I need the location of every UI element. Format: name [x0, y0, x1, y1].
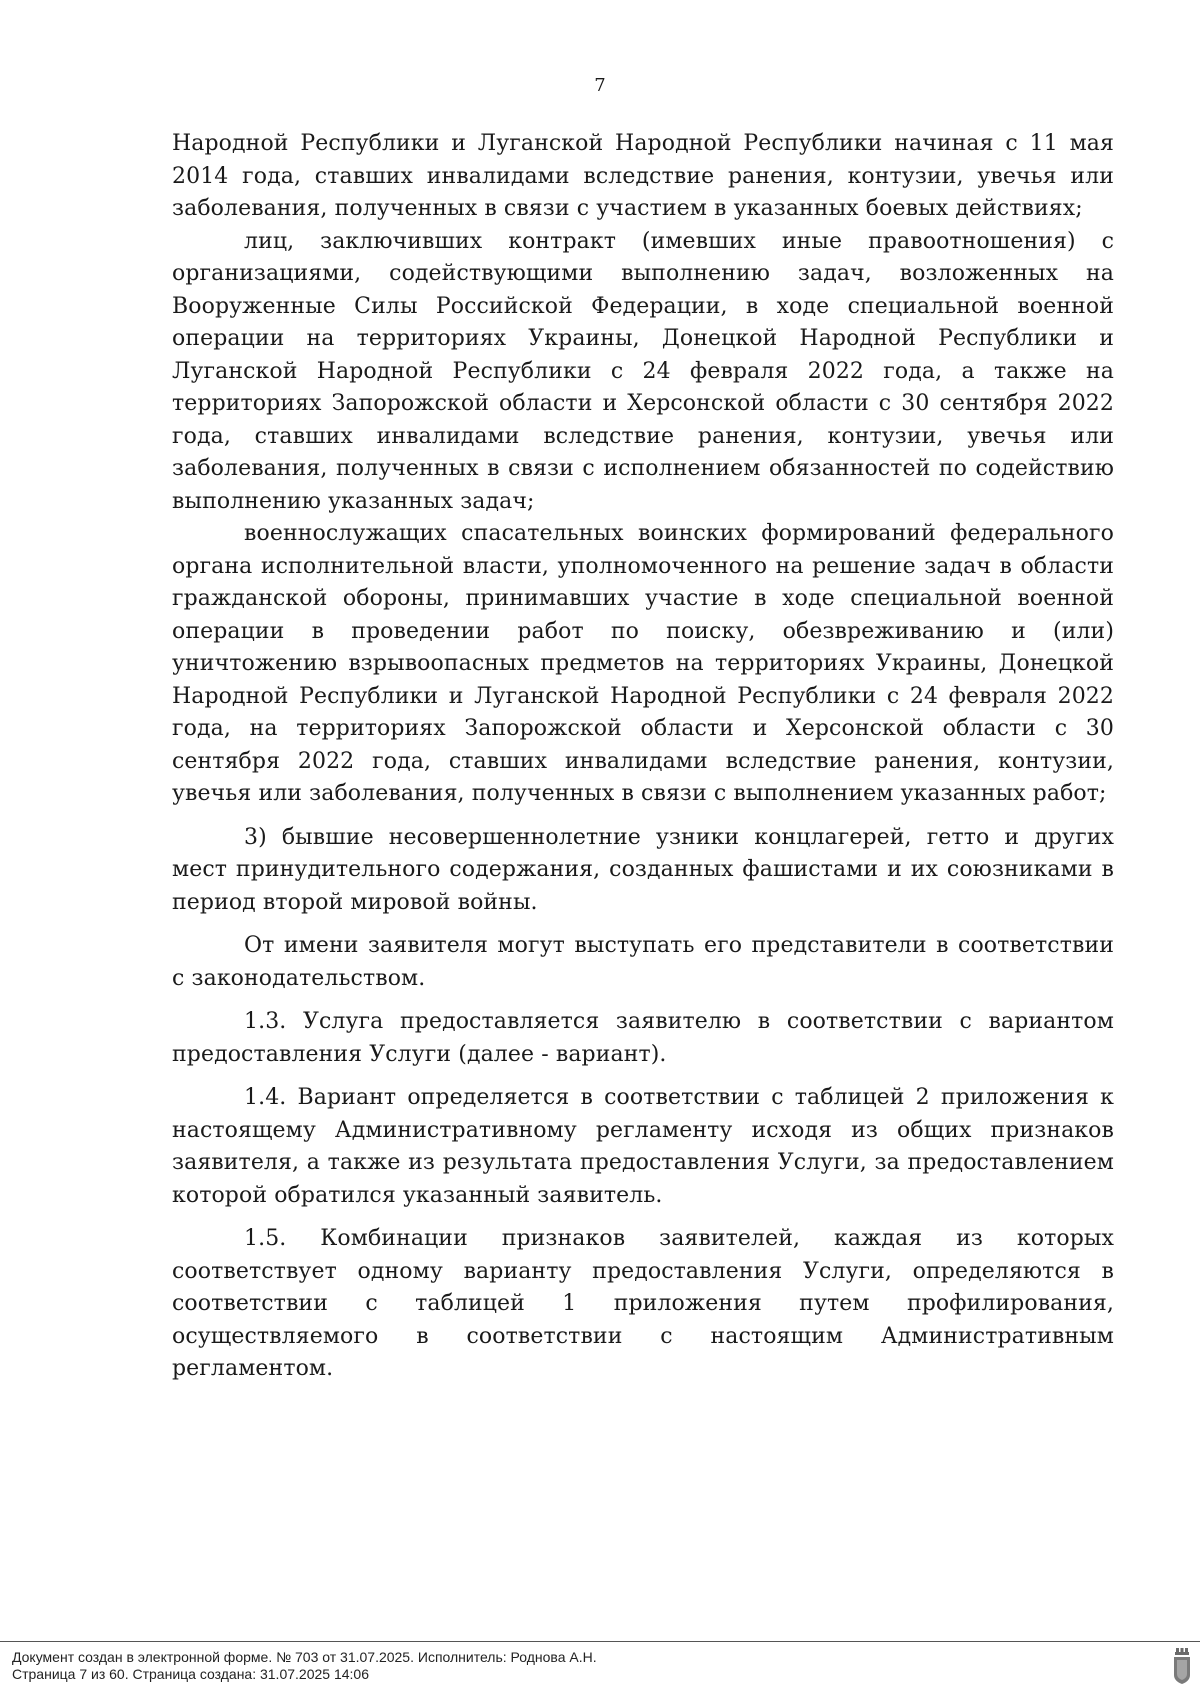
paragraph-rescue-servicemen: военнослужащих спасательных воинских формирований федерального органа исполнительной власти, уполномоченного на решение задач в области гражданской обороны, принимавших участие в ходе специальной военной операции в проведении работ по поиску, обезвреживанию и (или) уничтожению взрывоопасных предметов на территориях Украины, Донецкой Народной Республики и Луганской Народной Республики с 24 февраля 2022 года, на территориях Запорожской области и Херсонской области с 30 сентября 2022 года, ставших инвалидами вследствие ранения, контузии, увечья или заболевания, полученных в связи с выполнением указанных работ;: [172, 521, 1114, 806]
document-body: [172, 128, 1114, 1386]
footer-text: [12, 1649, 597, 1683]
document-footer: [0, 1641, 1200, 1698]
page-number: 7: [594, 75, 606, 96]
paragraph-contract-persons: лиц, заключивших контракт (имевших иные правоотношения) с организациями, содействующими выполнению задач, возложенных на Вооруженные Силы Российской Федерации, в ходе специальной военной операции на территориях Украины, Донецкой Народной Республики и Луганской Народной Республики с 24 февраля 2022 года, а также на территориях Запорожской области и Херсонской области с 30 сентября 2022 года, ставших инвалидами вследствие ранения, контузии, увечья или заболевания, полученных в связи с исполнением обязанностей по содействию выполнению указанных задач;: [172, 228, 1114, 514]
footer-line-2: Страница 7 из 60. Страница создана: 31.07.2025 14:06: [12, 1666, 369, 1682]
footer-rule: [0, 1641, 1200, 1642]
paragraph-representatives: От имени заявителя могут выступать его представители в соответствии с законодательством.: [172, 933, 1114, 991]
coat-of-arms-icon: [1172, 1648, 1192, 1684]
paragraph-1-3: 1.3. Услуга предоставляется заявителю в соответствии с вариантом предоставления Услуги (далее - вариант).: [172, 1009, 1114, 1067]
paragraph-item-3: 3) бывшие несовершеннолетние узники концлагерей, гетто и других мест принудительного содержания, созданных фашистами и их союзниками в период второй мировой войны.: [172, 824, 1114, 915]
paragraph-1-4: 1.4. Вариант определяется в соответствии с таблицей 2 приложения к настоящему Административному регламенту исходя из общих признаков заявителя, а также из результата предоставления Услуги, за предоставлением которой обратился указанный заявитель.: [172, 1085, 1114, 1208]
footer-line-1: Документ создан в электронной форме. № 703 от 31.07.2025. Исполнитель: Роднова А.Н.: [12, 1649, 597, 1665]
paragraph-1-5: 1.5. Комбинации признаков заявителей, каждая из которых соответствует одному варианту предоставления Услуги, определяются в соответствии с таблицей 1 приложения путем профилирования, осуществляемого в соответствии с настоящим Административным регламентом.: [172, 1226, 1114, 1381]
paragraph-continuation: Народной Республики и Луганской Народной Республики начиная с 11 мая 2014 года, ставших инвалидами вследствие ранения, контузии, увечья или заболевания, полученных в связи с участием в указанных боевых действиях;: [172, 131, 1114, 221]
